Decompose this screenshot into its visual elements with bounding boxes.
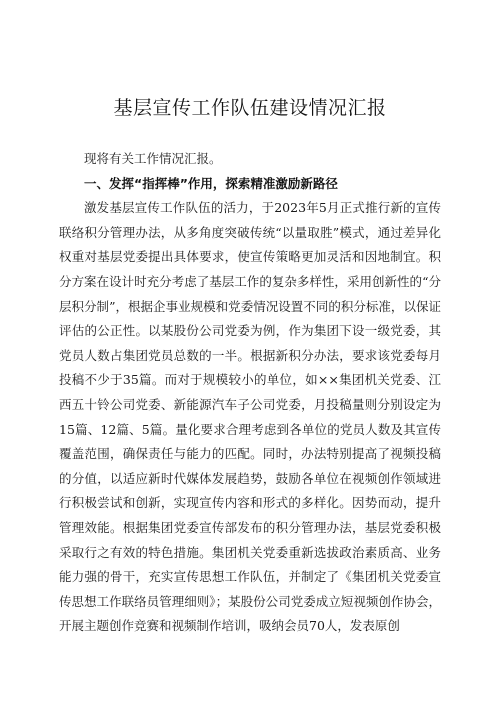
intro-paragraph: 现将有关工作情况汇报。: [84, 151, 222, 166]
document-title: 基层宣传工作队伍建设情况汇报: [113, 97, 387, 119]
body-paragraph: 激发基层宣传工作队伍的活力，于2023年5月正式推行新的宣传联络积分管理办法，从多角度突破传统“以量取胜”模式，通过差异化权重对基层党委提出具体要求，使宣传策略更加灵活和因地制宜。积分方案在设计时充分考虑了基层工作的复杂多样性，采用创新性的“分层积分制”，根据企事业规模和党委情况设置不同的积分标准，以保证评估的公正性。以某股份公司党委为例，作为集团下设一级党委，其党员人数占集团党员总数的一半。根据新积分办法，要求该党委每月投稿不少于35篇。而对于规模较小的单位，如××集团机关党委、江西五十铃公司党委、新能源汽车子公司党委，月投稿量则分别设定为15篇、12篇、5篇。量化要求合理考虑到各单位的党员人数及其宣传覆盖范围，确保责任与能力的匹配。同时，办法特别提高了视频投稿的分值，以适应新时代媒体发展趋势，鼓励各单位在视频创作领域进行积极尝试和创新，实现宣传内容和形式的多样化。因势而动，提升管理效能。根据集团党委宣传部发布的积分管理办法，基层党委积极采取行之有效的特色措施。集团机关党委重新选拔政治素质高、业务能力强的骨干，充实宣传思想工作队伍，并制定了《集团机关党委宣传思想工作联络员管理细则》；某股份公司党委成立短视频创作协会，开展主题创作竞赛和视频制作培训，吸纳会员70人，发表原创: [59, 200, 442, 634]
section-heading: 一、发挥“指挥棒”作用，探索精准激励新路径: [84, 175, 338, 191]
